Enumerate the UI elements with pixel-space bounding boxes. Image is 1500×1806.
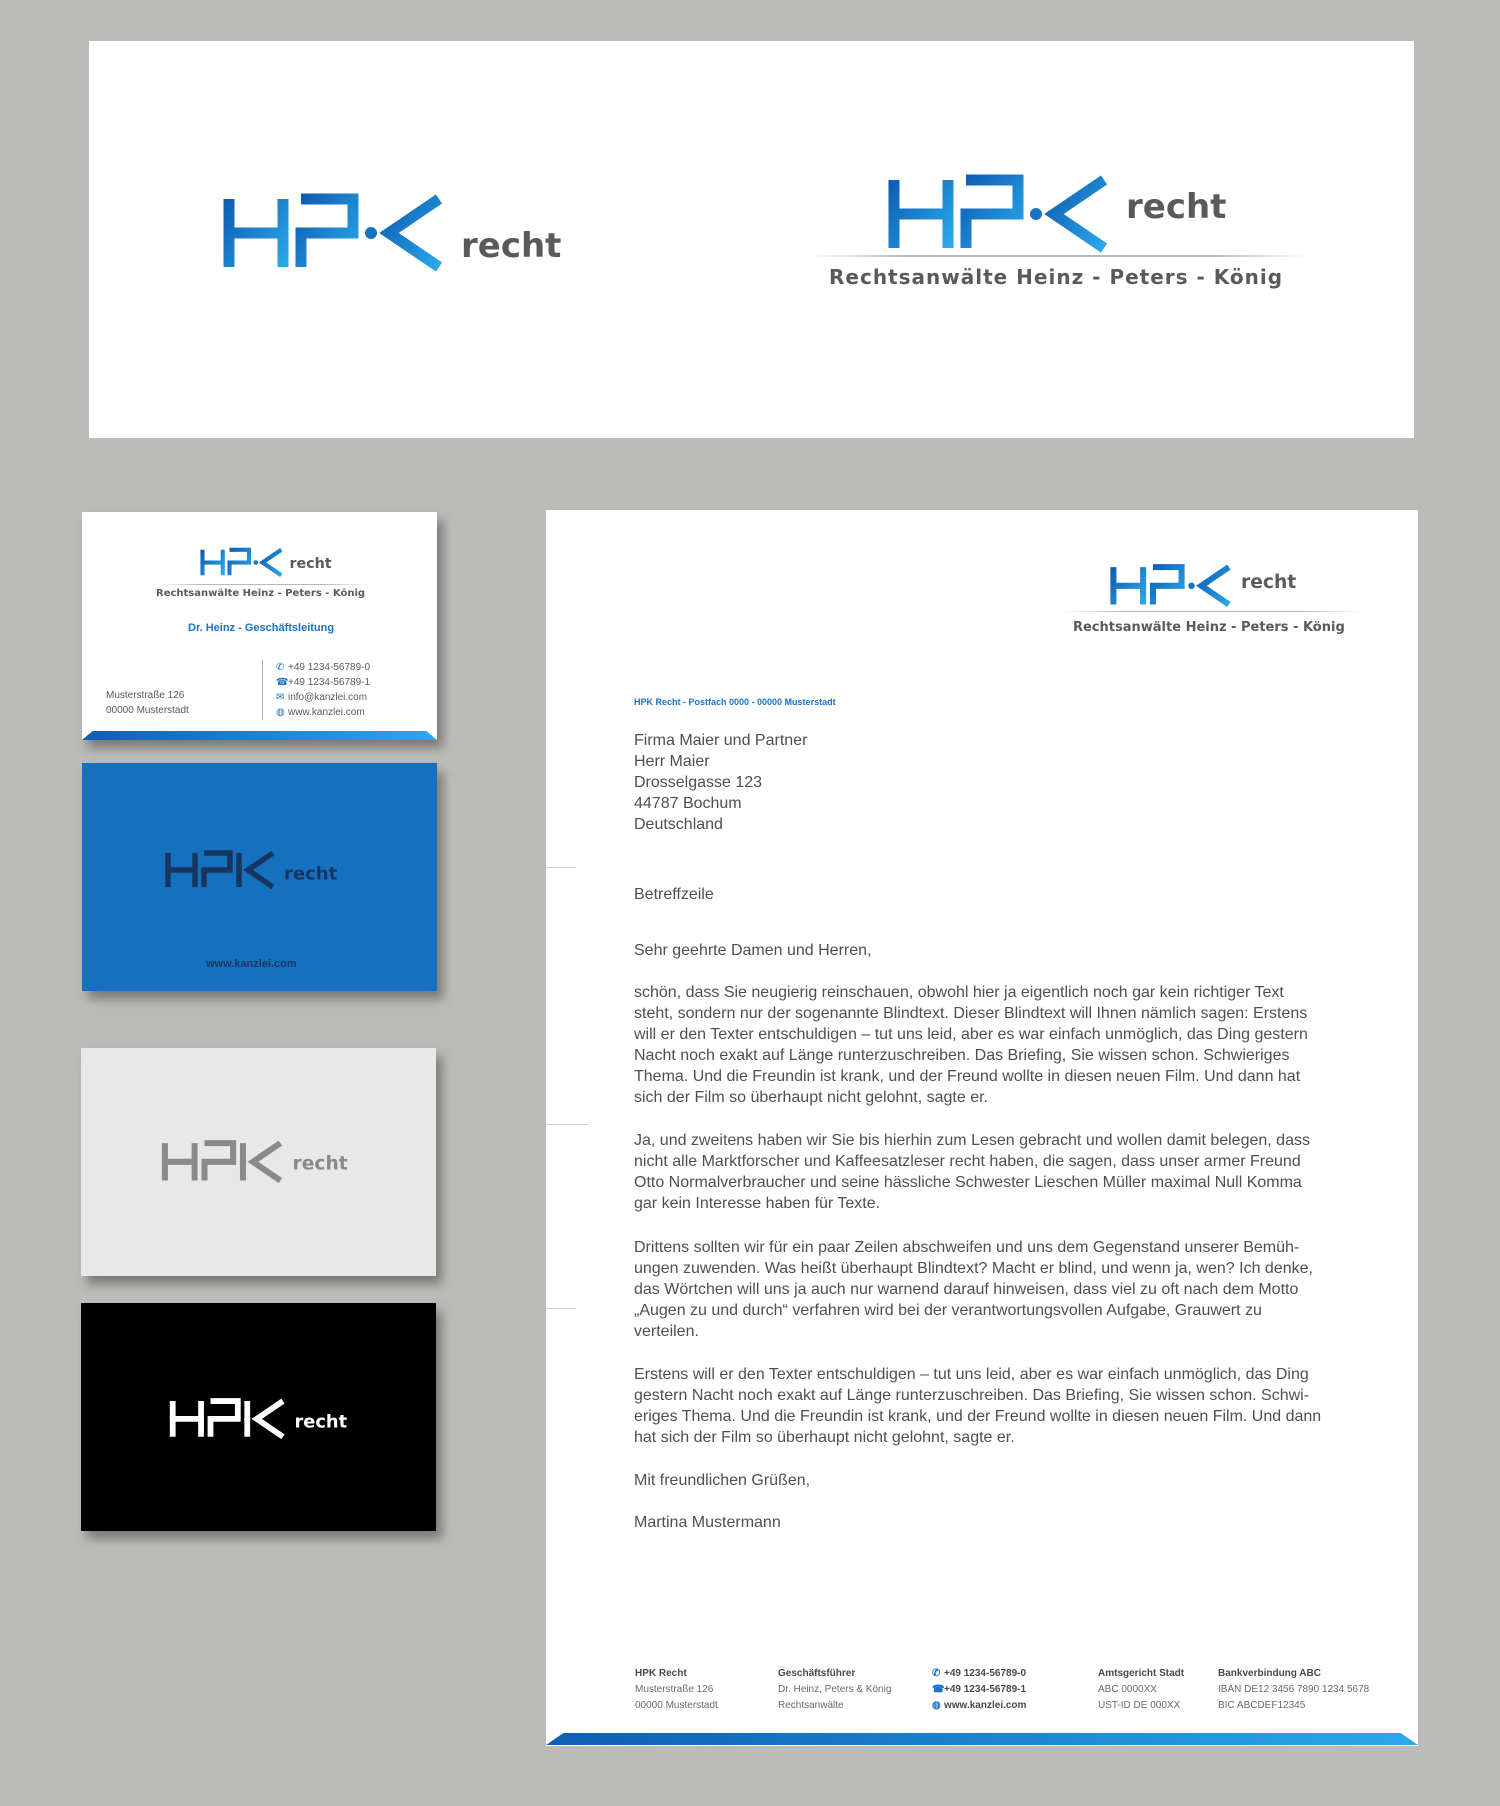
footer-contact-fax[interactable]: ☎+49 1234-56789-1 bbox=[932, 1682, 1026, 1698]
letter-paragraph-3: Drittens sollten wir für ein paar Zeilen abschweifen und uns dem Gegenstand unserer Bemüh- ungen zuwenden. Was heißt überhaupt Blindtext? Macht er blind, und wenn ja, wen? Ich denke, das Wörtchen will uns ja auch nur warnend darauf hinweisen, dass viel zu oft nach dem Motto „Augen zu und durch“ verfahren wird bei der verantwortungsvollen Aufgabe, Grauwert zu verteilen. bbox=[634, 1239, 1313, 1340]
phone-icon: ✆ bbox=[276, 662, 285, 673]
globe-icon: ◍ bbox=[932, 1700, 941, 1711]
card-tagline: Rechtsanwälte Heinz - Peters - König bbox=[156, 588, 366, 599]
footer-management: Geschäftsführer Dr. Heinz, Peters & König Rechtsanwälte bbox=[778, 1668, 892, 1711]
recipient-line-street: Drosselgasse 123 bbox=[634, 774, 763, 791]
letter-paragraph-4: Erstens will er den Texter entschuldigen – tut uns leid, aber es war einfach unmöglich, das Ding gestern Nacht noch exakt auf Länge runterzuschreiben. Das Briefing, Sie wissen schon. Schwi- eriges Thema. Und die Freundin ist krank, und der Freund wollte in diesen neuen Film. Und dann hat sich der Film so überhaupt nicht gelohnt, sagte er. bbox=[634, 1366, 1322, 1446]
mail-icon: ✉ bbox=[276, 692, 285, 703]
card-contact-web[interactable]: ◍ www.kanzlei.com bbox=[276, 707, 365, 718]
card-address bbox=[106, 688, 189, 718]
letter-logo-divider bbox=[1062, 611, 1362, 612]
phone-icon: ✆ bbox=[932, 1668, 941, 1679]
letter-salutation: Sehr geehrte Damen und Herren, bbox=[634, 942, 872, 959]
card-contacts bbox=[276, 660, 370, 720]
svg-text:recht: recht bbox=[294, 1411, 348, 1433]
letter-sender-line: HPK Recht - Postfach 0000 - 00000 Musterstadt bbox=[634, 697, 836, 707]
fold-mark-3 bbox=[546, 1308, 576, 1309]
recipient-line-city: 44787 Bochum bbox=[634, 795, 742, 812]
letter-signature: Martina Mustermann bbox=[634, 1514, 781, 1531]
svg-text:recht: recht bbox=[289, 555, 332, 572]
svg-text:recht: recht bbox=[1241, 572, 1297, 593]
card-contact-phone[interactable]: ✆ +49 1234-56789-0 bbox=[276, 662, 371, 673]
letter-tagline: Rechtsanwälte Heinz - Peters - König bbox=[1073, 620, 1345, 635]
footer-contact-phone[interactable]: ✆ +49 1234-56789-0 bbox=[932, 1666, 1026, 1682]
recipient-line-person: Herr Maier bbox=[634, 753, 710, 770]
card-divider bbox=[157, 584, 367, 585]
fax-icon: ☎ bbox=[276, 677, 289, 688]
fold-mark-1 bbox=[546, 867, 576, 868]
svg-text:recht: recht bbox=[292, 1153, 348, 1175]
footer-contact-web[interactable]: ◍ www.kanzlei.com bbox=[932, 1698, 1026, 1714]
card-vertical-divider bbox=[262, 660, 263, 720]
card-bottom-stripe bbox=[82, 731, 437, 740]
svg-text:recht: recht bbox=[1126, 187, 1227, 227]
svg-text:recht: recht bbox=[461, 226, 562, 266]
letter-recipient bbox=[634, 730, 1354, 835]
globe-icon: ◍ bbox=[276, 707, 285, 718]
blue-card-logo bbox=[159, 852, 349, 892]
footer-contacts bbox=[932, 1666, 1026, 1714]
letter-bottom-stripe bbox=[546, 1733, 1418, 1745]
letter-paragraph-2: Ja, und zweitens haben wir Sie bis hierhin zum Lesen gebracht und wollen damit belegen, dass nicht alle Marktforscher und Kaffeesatzleser recht haben, die sagen, dass unser armer Freund Otto Normalverbraucher und seine hässliche Schwester Lieschen Müller maximal Null Komma gar kein Interesse haben für Texte. bbox=[634, 1132, 1310, 1212]
card-address-street: Musterstraße 126 bbox=[106, 690, 185, 701]
letter-closing: Mit freundlichen Grüßen, bbox=[634, 1472, 811, 1489]
letter-logo bbox=[1108, 566, 1308, 610]
logo-presentation-panel bbox=[89, 41, 1414, 438]
tagline-divider bbox=[809, 255, 1309, 257]
footer-bank: Bankverbindung ABC IBAN DE12 3456 7890 1234 5678 BIC ABCDEF12345 bbox=[1218, 1668, 1370, 1711]
recipient-line-company: Firma Maier und Partner bbox=[634, 732, 808, 749]
card-contact-mail[interactable]: ✉ info@kanzlei.com bbox=[276, 692, 368, 703]
svg-text:recht: recht bbox=[284, 863, 338, 885]
hpk-logo-primary bbox=[221, 197, 581, 277]
card-address-city: 00000 Musterstadt bbox=[106, 705, 189, 716]
black-card-logo bbox=[157, 1400, 369, 1442]
business-card-back-blue bbox=[82, 763, 437, 991]
tagline: Rechtsanwälte Heinz - Peters - König bbox=[829, 265, 1284, 289]
business-card-light bbox=[81, 1048, 436, 1276]
letterhead bbox=[546, 510, 1418, 1746]
blue-card-website[interactable]: www.kanzlei.com bbox=[206, 958, 297, 970]
footer-court: Amtsgericht Stadt ABC 0000XX UST-ID DE 000XX bbox=[1098, 1668, 1185, 1711]
fold-mark-2 bbox=[546, 1124, 588, 1125]
footer-company: HPK Recht Musterstraße 126 00000 Musterstadt bbox=[635, 1668, 718, 1711]
letter-subject: Betreffzeile bbox=[634, 886, 714, 903]
fax-icon: ☎ bbox=[932, 1684, 945, 1695]
hpk-logo-mark bbox=[221, 197, 581, 277]
card-logo bbox=[182, 549, 352, 579]
card-contact-fax[interactable]: ☎+49 1234-56789-1 bbox=[276, 677, 371, 688]
business-card-front bbox=[82, 512, 437, 740]
recipient-line-country: Deutschland bbox=[634, 816, 723, 833]
letter-paragraph-1: schön, dass Sie neugierig reinschauen, obwohl hier ja eigentlich noch gar kein richtiger Text steht, sondern nur der sogenannte Blindtext. Dieser Blindtext will Ihnen nämlich sagen: Erstens will er den Texter entschuldigen – tut uns leid, aber es war einfach unmöglich, das Ding gestern Nacht noch exakt auf Länge runterzuschreiben. Das Briefing, Sie wissen schon. Schwieriges Thema. Und die Freundin ist krank, und der Freund wollte in diesen neuen Film. Und dann hat sich der Film so überhaupt nicht gelohnt, sagte er. bbox=[634, 984, 1308, 1106]
hpk-logo-tagline bbox=[886, 178, 1246, 258]
card-name-title: Dr. Heinz - Geschäftsleitung bbox=[188, 622, 335, 634]
business-card-black bbox=[81, 1303, 436, 1531]
light-card-logo bbox=[147, 1142, 372, 1186]
